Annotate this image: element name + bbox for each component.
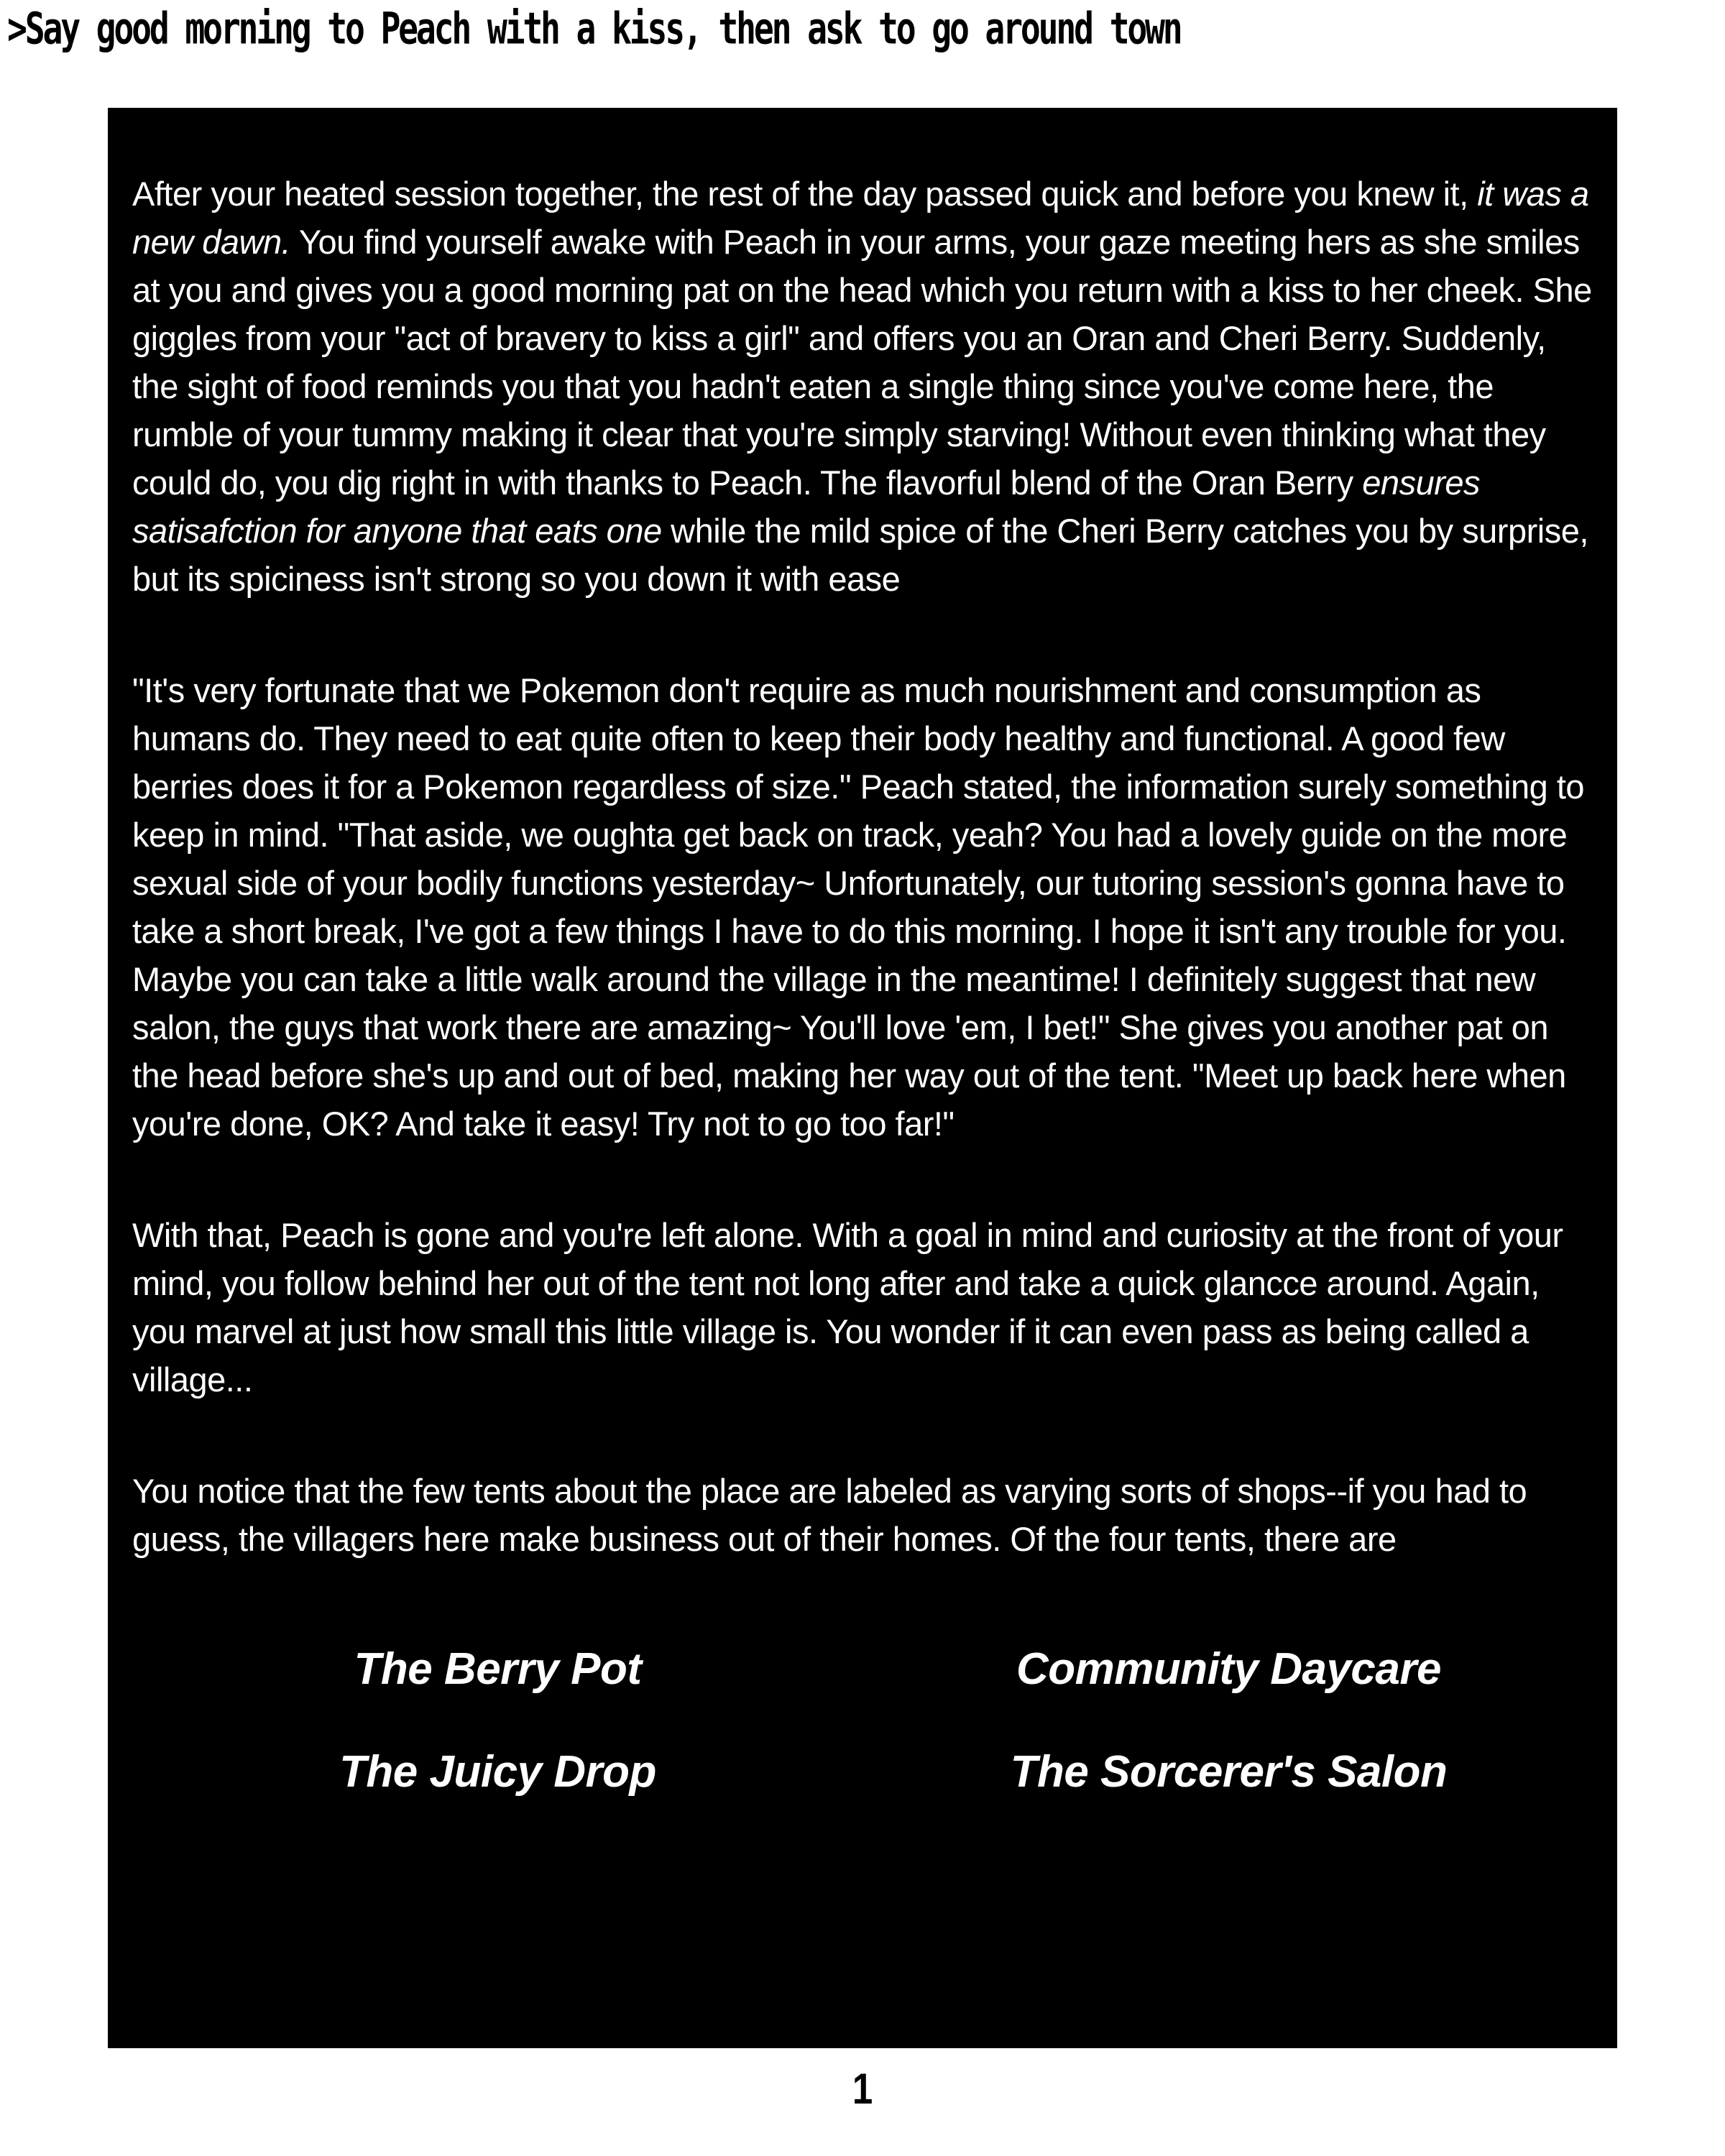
- quest-command-line: >Say good morning to Peach with a kiss, then ask to go around town: [7, 3, 1181, 55]
- shop-name-sorcerers-salon: The Sorcerer's Salon: [1010, 1747, 1448, 1797]
- story-paragraph-1-italic-oran-berry: ensures satisafction for anyone that eats one: [132, 464, 1481, 550]
- story-paragraph-1-text-end: while the mild spice of the Cheri Berry catches you by surprise, but its spiciness isn't strong so you down it with ease: [132, 512, 1588, 598]
- shop-list: [132, 1644, 1594, 1797]
- shop-name-berry-pot: The Berry Pot: [354, 1644, 642, 1694]
- story-paragraph-3: With that, Peach is gone and you're left alone. With a goal in mind and curiosity at the front of your mind, you follow behind her out of the tent not long after and take a quick glancce around. Again, you marvel at just how small this little village is. You wonder if it can even pass as being called a village...: [132, 1216, 1563, 1399]
- page-number: 1: [852, 2065, 873, 2113]
- story-paragraph-1-text-continued: You find yourself awake with Peach in your arms, your gaze meeting hers as she smiles at you and gives you a good morning pat on the head which you return with a kiss to her cheek. She giggles from your "act of bravery to kiss a girl" and offers you an Oran and Cheri Berry. Suddenly, the sight of food reminds you that you hadn't eaten a single thing since you've come here, the rumble of your tummy making it clear that you're simply starving! Without even thinking what they could do, you dig right in with thanks to Peach. The flavorful blend of the Oran Berry: [132, 223, 1592, 502]
- story-panel: [108, 108, 1617, 2048]
- story-paragraph-2: "It's very fortunate that we Pokemon don't require as much nourishment and consumption as humans do. They need to eat quite often to keep their body healthy and functional. A good few berries does it for a Pokemon regardless of size." Peach stated, the information surely something to keep in mind. "That aside, we oughta get back on track, yeah? You had a lovely guide on the more sexual side of your bodily functions yesterday~ Unfortunately, our tutoring session's gonna have to take a short break, I've got a few things I have to do this morning. I hope it isn't any trouble for you. Maybe you can take a little walk around the village in the meantime! I definitely suggest that new salon, the guys that work there are amazing~ You'll love 'em, I bet!" She gives you another pat on the head before she's up and out of bed, making her way out of the tent. "Meet up back here when you're done, OK? And take it easy! Try not to go too far!": [132, 671, 1585, 1143]
- shop-name-community-daycare: Community Daycare: [1016, 1644, 1442, 1694]
- story-paragraph-1-text: After your heated session together, the rest of the day passed quick and before you knew it,: [132, 175, 1478, 213]
- story-paragraph-4: You notice that the few tents about the place are labeled as varying sorts of shops--if you had to guess, the villagers here make business out of their homes. Of the four tents, there are: [132, 1472, 1527, 1558]
- story-paragraph-1-italic-new-dawn: it was a new dawn.: [132, 175, 1589, 261]
- story-paragraph-1: [132, 170, 1594, 603]
- shop-name-juicy-drop: The Juicy Drop: [339, 1747, 656, 1797]
